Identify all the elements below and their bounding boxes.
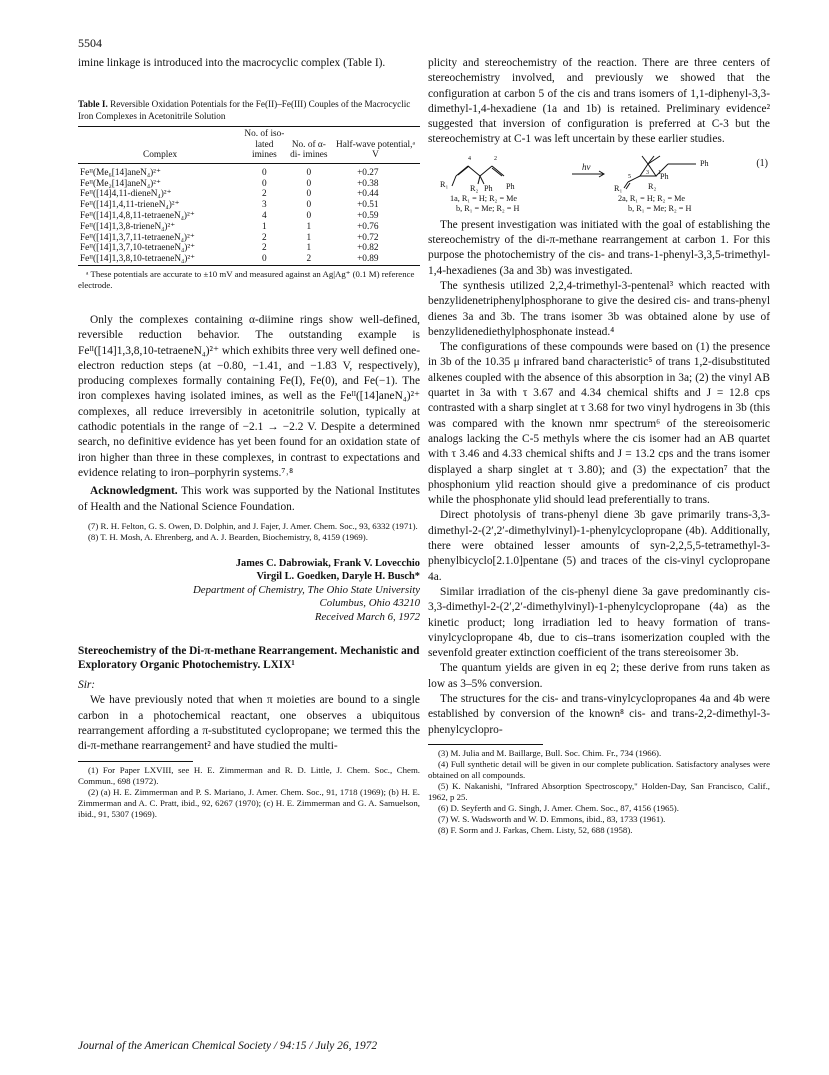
cell-diimines: 1 bbox=[306, 221, 312, 232]
cell-isolated-imines: 0 bbox=[262, 167, 267, 178]
received-date: Received March 6, 1972 bbox=[314, 610, 420, 623]
reactant-ph2: Ph bbox=[506, 181, 515, 191]
cell-isolated-imines: 0 bbox=[262, 178, 267, 189]
body-paragraph-configurations: The configurations of these compounds were based on (1) the presence in 3b of the 10.35 μ infrared band characteristic⁵ of trans 1,2-disubstituted alkenes coupled with the absence of this absorption in 3a; (2) the vinyl AB quartet in 3a with τ 3.67 and 4.34 chemical shifts and J = 12.8 cps contrasted with a sharp singlet at τ 3.68 for two vinyl hydrogens in 3b (this was compared with the known nmr spectrum⁶ of the stereoisomeric analogs lacking the C-5 methyls where the cis isomer had an AB quartet with τ 3.46 and 4.33 chemical shifts and J = 13.2 cps and the trans isomer displayed a sharp singlet at τ 3.80); and (3) the expectation⁷ that the phosphonium ylid reaction should give a predominance of cis product while the phosphonate ylid should lead preferentially to trans. bbox=[428, 341, 770, 507]
potentials-table bbox=[78, 126, 420, 266]
table-row bbox=[78, 233, 420, 244]
cell-potential: +0.76 bbox=[357, 221, 379, 232]
page-number: 5504 bbox=[78, 36, 102, 50]
journal-footer: Journal of the American Chemical Society / 94:15 / July 26, 1972 bbox=[78, 1040, 378, 1052]
reference-7: (7) R. H. Felton, G. S. Owen, D. Dolphin, and J. Fajer, J. Amer. Chem. Soc., 93, 6332 (1971). bbox=[88, 520, 418, 531]
body-paragraph-diimine: Only the complexes containing α-diimine rings show well-defined, reversible reduction behavior. The outstanding example is Feᴵᴵ([14]1,3,8,10-tetraeneN₄)²⁺ which exhibits three very well defined one-electron reduction steps (at −0.80, −1.41, and −1.83 V, respectively), producing complexes formally containing Fe(I), Fe(0), and Fe(−1). The iron complexes having isolated imines, as well as the Feᴵᴵ([14]aneN₄)²⁺ complexes, all reduce irreversibly in acetonitrile solution, typically at cathodic potentials in the range of −2.1 → −2.2 V. Despite a determined search, no definitive evidence has yet been found for an oxidation state of iron higher than three in these complexes, in contrast to expectations and evidence relating to iron–porphyrin systems.⁷˒⁸ bbox=[78, 313, 420, 479]
body-paragraph-continued: plicity and stereochemistry of the reaction. There are three centers of stereochemistry involved, and previously we showed that the configuration at carbon 5 of the cis and trans isomers of 1,1-diphenyl-3,3-dimethyl-1,4-hexadiene (1a and 1b) is retained. Preliminary evidence² suggested that inversion of configuration is preferred at C-3 but the stereochemistry at C-1 was left uncertain by these earlier studies. bbox=[428, 57, 770, 146]
intro-paragraph: imine linkage is introduced into the macrocyclic complex (Table I). bbox=[78, 57, 386, 69]
carbon-2-label: 2 bbox=[494, 155, 497, 162]
reference-8b: (8) F. Sorm and J. Farkas, Chem. Listy, 52, 688 (1958). bbox=[438, 824, 633, 835]
cell-potential: +0.44 bbox=[357, 189, 379, 200]
carbon-4-label: 4 bbox=[468, 155, 471, 162]
body-paragraph-intro: We have previously noted that when π moieties are bound to a single carbon in a photochemical reactant, one observes a ubiquitous rearrangement affording a π-substituted cyclopropane; we termed this the di-π-methane rearrangement² and have studied the multi- bbox=[78, 694, 420, 753]
product-r2: R₂ bbox=[648, 181, 657, 191]
reference-1: (1) For Paper LXVIII, see H. E. Zimmerman and R. D. Little, J. Chem. Soc., Chem. Commun., 698 (1972). bbox=[78, 764, 420, 786]
col-header-isolated: No. of iso- lated imines bbox=[244, 129, 285, 161]
table-row bbox=[78, 211, 420, 222]
body-paragraph-structures: The structures for the cis- and trans-vinylcyclopropanes 4a and 4b were established by conversion of the known⁸ cis- and trans-2,2-dimethyl-3-phenylcyclopro- bbox=[428, 692, 770, 736]
reference-2: (2) (a) H. E. Zimmerman and P. S. Mariano, J. Amer. Chem. Soc., 91, 1718 (1969); (b) H. E. Zimmerman and A. C. Pratt, ibid., 92, 6267 (1970); (c) H. E. Zimmerman and G. A. Samuelson, ibid., 91, 5307 (1969). bbox=[78, 786, 420, 819]
cell-isolated-imines: 2 bbox=[262, 243, 267, 254]
cell-diimines: 1 bbox=[306, 243, 312, 254]
cell-complex: Feᴵᴵ([14]1,3,7,11-tetraeneN₄)²⁺ bbox=[80, 232, 195, 243]
salutation: Sir: bbox=[78, 679, 96, 692]
table-row bbox=[78, 222, 420, 233]
cell-isolated-imines: 2 bbox=[262, 232, 267, 243]
cell-potential: +0.51 bbox=[357, 200, 379, 211]
reactant-ph1: Ph bbox=[484, 183, 493, 193]
table-row bbox=[78, 254, 420, 265]
carbon-3-label: 3 bbox=[646, 169, 649, 176]
reference-7b: (7) W. S. Wadsworth and W. D. Emmons, ibid., 83, 1733 (1961). bbox=[438, 813, 666, 824]
table-caption-label: Table I. bbox=[78, 99, 108, 110]
footnote-rule bbox=[78, 761, 193, 762]
author-block bbox=[78, 557, 420, 625]
col-header-diimines: No. of α-di- imines bbox=[290, 139, 328, 161]
product-ph2: Ph bbox=[660, 171, 669, 181]
cell-potential: +0.89 bbox=[357, 254, 379, 265]
col-header-potential: Half-wave potential,ᵃ V bbox=[336, 139, 415, 161]
cell-isolated-imines: 3 bbox=[262, 200, 267, 211]
cell-complex: Feᴵᴵ([14]4,11-dieneN₄)²⁺ bbox=[80, 189, 172, 200]
equation-number: (1) bbox=[756, 157, 768, 169]
reference-5: (5) K. Nakanishi, "Infrared Absorption Spectroscopy," Holden-Day, San Francisco, Calif., 1962, p 25. bbox=[428, 780, 770, 802]
reference-4: (4) Full synthetic detail will be given in our complete publication. Satisfactory analyses were obtained on all compounds. bbox=[428, 758, 770, 780]
acknowledgment-text: This work was supported by the National Institutes of Health and the National Science Foundation. bbox=[78, 485, 420, 513]
reference-3: (3) M. Julia and M. Baillarge, Bull. Soc. Chim. Fr., 734 (1966). bbox=[438, 747, 662, 758]
product-label-a: 2a, R₁ = H; R₂ = Me bbox=[618, 193, 686, 203]
body-paragraph-irradiation: Similar irradiation of the cis-phenyl diene 3a gave predominantly cis-3,3-dimethyl-2-(2′,2′-dimethylvinyl)-1-phenylcyclopropane (4a) as the kinetic product; long irradiation led to heavy formation of trans-vinylcyclopropane 4b, due to cis–trans isomerization coupled with the sevenfold greater extinction coefficient of the trans stereoisomer 3b. bbox=[428, 585, 770, 660]
reactant-label-b: b, R₁ = Me; R₂ = H bbox=[456, 203, 520, 213]
body-paragraph-photolysis: Direct photolysis of trans-phenyl diene 3b gave primarily trans-3,3-dimethyl-2-(2′,2′-dimethylvinyl)-1-phenylcyclopropane (4b). Additionally, there were obtained lesser amounts of syn-2,2,5,5-tetramethyl-3-phenylbicyclo[2.1.0]pentane (5) and traces of the cis-vinyl cyclopropane 4a. bbox=[428, 509, 770, 583]
hv-label: hν bbox=[582, 161, 591, 172]
body-paragraph-goal: The present investigation was initiated with the goal of establishing the stereochemistry of the di-π-methane rearrangement at carbon 1. For this purpose the photochemistry of the cis- and trans-1-phenyl-3,3,5-trimethyl-1,4-hexadienes (3a and 3b) was investigated. bbox=[428, 218, 770, 277]
affiliation-2: Columbus, Ohio 43210 bbox=[319, 597, 420, 610]
table-row bbox=[78, 163, 420, 178]
table-footnote: ᵃ These potentials are accurate to ±10 mV and measured against an Ag|Ag⁺ (0.1 M) reference electrode. bbox=[78, 268, 415, 290]
right-references bbox=[428, 748, 770, 836]
carbon-1-label: 1 bbox=[658, 169, 661, 176]
table-row bbox=[78, 200, 420, 211]
cell-potential: +0.82 bbox=[357, 243, 379, 254]
product-ph1: Ph bbox=[700, 158, 709, 168]
article-title: Stereochemistry of the Di-π-methane Rearrangement. Mechanistic and Exploratory Organic Photochemistry. LXIX¹ bbox=[78, 645, 420, 672]
table-row bbox=[78, 189, 420, 200]
product-r1: R₁ bbox=[614, 183, 623, 193]
cell-isolated-imines: 1 bbox=[262, 221, 267, 232]
cell-complex: Feᴵᴵ([14]1,3,8,10-tetraeneN₄)²⁺ bbox=[80, 254, 196, 265]
table-row bbox=[78, 243, 420, 254]
cell-potential: +0.59 bbox=[357, 210, 379, 221]
reactant-structure bbox=[452, 166, 504, 186]
table-caption-text: Reversible Oxidation Potentials for the Fe(II)–Fe(III) Couples of the Macrocyclic Iron Complexes in Acetonitrile Solution bbox=[78, 99, 411, 121]
reference-8: (8) T. H. Mosh, A. Ehrenberg, and A. J. Bearden, Biochemistry, 8, 4159 (1969). bbox=[88, 531, 368, 542]
affiliation-1: Department of Chemistry, The Ohio State University bbox=[192, 583, 420, 596]
cell-diimines: 0 bbox=[306, 189, 312, 200]
reactant-label-a: 1a, R₁ = H; R₂ = Me bbox=[450, 193, 518, 203]
authors-line-1: James C. Dabrowiak, Frank V. Lovecchio bbox=[235, 557, 420, 569]
authors-line-2: Virgil L. Goedken, Daryle H. Busch* bbox=[256, 571, 420, 583]
product-label-b: b, R₁ = Me; R₂ = H bbox=[628, 203, 692, 213]
cell-complex: Feᴵᴵ(Me₂[14]aneN₄)²⁺ bbox=[80, 178, 161, 189]
reactant-r2: R₂ bbox=[470, 183, 479, 193]
reactant-r1: R₁ bbox=[440, 179, 449, 189]
cell-complex: Feᴵᴵ([14]1,3,8-trieneN₄)²⁺ bbox=[80, 221, 176, 232]
cell-isolated-imines: 2 bbox=[262, 189, 267, 200]
cell-diimines: 0 bbox=[306, 200, 312, 211]
cell-isolated-imines: 0 bbox=[262, 254, 267, 265]
right-column bbox=[428, 56, 770, 836]
cell-diimines: 1 bbox=[306, 232, 312, 243]
cell-isolated-imines: 4 bbox=[262, 210, 267, 221]
cell-diimines: 0 bbox=[306, 167, 312, 178]
table-caption bbox=[78, 99, 420, 122]
left-references bbox=[78, 521, 420, 543]
left-column bbox=[78, 56, 420, 820]
cell-complex: Feᴵᴵ(Me₆[14]aneN₄)²⁺ bbox=[80, 167, 161, 178]
cell-diimines: 0 bbox=[306, 178, 312, 189]
cell-complex: Feᴵᴵ([14]1,3,7,10-tetraeneN₄)²⁺ bbox=[80, 243, 196, 254]
body-paragraph-quantum: The quantum yields are given in eq 2; these derive from runs taken as low as 3–5% conversion. bbox=[428, 662, 770, 690]
cell-complex: Feᴵᴵ([14]1,4,8,11-tetraeneN₄)²⁺ bbox=[80, 210, 195, 221]
acknowledgment-paragraph bbox=[78, 484, 420, 515]
acknowledgment-label: Acknowledgment. bbox=[90, 485, 178, 498]
cell-diimines: 2 bbox=[306, 254, 312, 265]
carbon-5-label: 5 bbox=[628, 173, 631, 180]
body-paragraph-synthesis: The synthesis utilized 2,2,4-trimethyl-3-pentenal³ which reacted with benzylidenetriphenylphosphorane to give the desired cis- and trans-phenyl dienes 3a and 3b. The trans isomer 3b was obtained alone by use of benzylidenediethylphosphonate instead.⁴ bbox=[428, 279, 770, 338]
footnote-rule-right bbox=[428, 744, 543, 745]
cell-diimines: 0 bbox=[306, 210, 312, 221]
cell-potential: +0.72 bbox=[357, 232, 379, 243]
left-references-2 bbox=[78, 765, 420, 820]
table-row bbox=[78, 179, 420, 190]
cell-complex: Feᴵᴵ([14]1,4,11-trieneN₄)²⁺ bbox=[80, 200, 180, 211]
col-header-complex: Complex bbox=[143, 150, 178, 161]
reaction-scheme bbox=[428, 150, 770, 214]
cell-potential: +0.38 bbox=[357, 178, 379, 189]
cell-potential: +0.27 bbox=[357, 167, 379, 178]
reference-6: (6) D. Seyferth and G. Singh, J. Amer. Chem. Soc., 87, 4156 (1965). bbox=[438, 802, 679, 813]
